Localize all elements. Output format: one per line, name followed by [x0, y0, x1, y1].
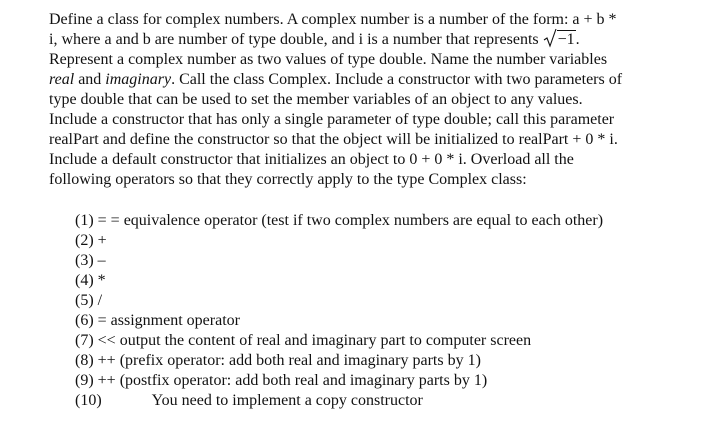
- item-text: –: [93, 252, 106, 269]
- list-item: [75, 391, 699, 411]
- text-segment: Define a class for complex numbers. A complex number is a number of the form: a + b *: [49, 11, 617, 28]
- list-item: [75, 271, 699, 291]
- problem-document: [49, 10, 699, 411]
- variable-name-real: real: [49, 71, 75, 88]
- operator-list: [75, 211, 699, 411]
- text-line: [49, 70, 699, 90]
- item-text: = = equivalence operator (test if two complex numbers are equal to each other): [93, 212, 604, 229]
- text-segment: Include a constructor that has only a single parameter of type double; call this parameter: [49, 111, 615, 128]
- item-text: ++ (prefix operator: add both real and imaginary parts by 1): [93, 352, 481, 369]
- text-segment: Include a default constructor that initializes an object to 0 + 0 * i. Overload all the: [49, 151, 574, 168]
- list-item: [75, 371, 699, 391]
- item-text: = assignment operator: [93, 312, 240, 329]
- radicand: −1: [557, 31, 575, 48]
- item-text: ++ (postfix operator: add both real and imaginary parts by 1): [93, 372, 488, 389]
- text-line: [49, 150, 699, 170]
- text-segment: .: [575, 31, 580, 48]
- item-number: (2): [75, 232, 94, 249]
- list-item: [75, 251, 699, 271]
- text-line: [49, 30, 699, 50]
- item-text: *: [93, 272, 106, 289]
- text-segment: . Call the class Complex. Include a constructor with two parameters of: [171, 71, 623, 88]
- list-item: [75, 211, 699, 231]
- text-segment: Represent a complex number as two values of type double. Name the number variables: [49, 51, 608, 68]
- item-number: (4): [75, 272, 94, 289]
- item-number: (10): [75, 392, 102, 409]
- item-number: (7): [75, 332, 94, 349]
- list-item: [75, 291, 699, 311]
- list-item: [75, 351, 699, 371]
- text-segment: realPart and define the constructor so that the object will be initialized to realPart + 0 * i.: [49, 131, 618, 148]
- item-text: You need to implement a copy constructor: [151, 392, 423, 409]
- item-number: (5): [75, 292, 94, 309]
- item-text: /: [93, 292, 103, 309]
- text-line: [49, 110, 699, 130]
- text-line: [49, 130, 699, 150]
- problem-description: [49, 10, 699, 190]
- text-line: [49, 90, 699, 110]
- item-number: (3): [75, 252, 94, 269]
- list-item: [75, 311, 699, 331]
- item-text: << output the content of real and imaginary part to computer screen: [93, 332, 532, 349]
- item-number: (1): [75, 212, 94, 229]
- variable-name-imaginary: imaginary: [105, 71, 172, 88]
- square-root-expression: [543, 30, 576, 50]
- item-number: (9): [75, 372, 94, 389]
- list-item: [75, 331, 699, 351]
- text-line: [49, 50, 699, 70]
- text-segment: and: [74, 71, 106, 88]
- item-text: +: [93, 232, 107, 249]
- text-segment: following operators so that they correctly apply to the type Complex class:: [49, 171, 527, 188]
- text-line: [49, 170, 699, 190]
- item-number: (6): [75, 312, 94, 329]
- radical-sign-icon: [543, 28, 557, 48]
- text-segment: i, where a and b are number of type double, and i is a number that represents: [49, 31, 539, 48]
- item-number: (8): [75, 352, 94, 369]
- text-line: [49, 10, 699, 30]
- list-item: [75, 231, 699, 251]
- text-segment: type double that can be used to set the member variables of an object to any values.: [49, 91, 583, 108]
